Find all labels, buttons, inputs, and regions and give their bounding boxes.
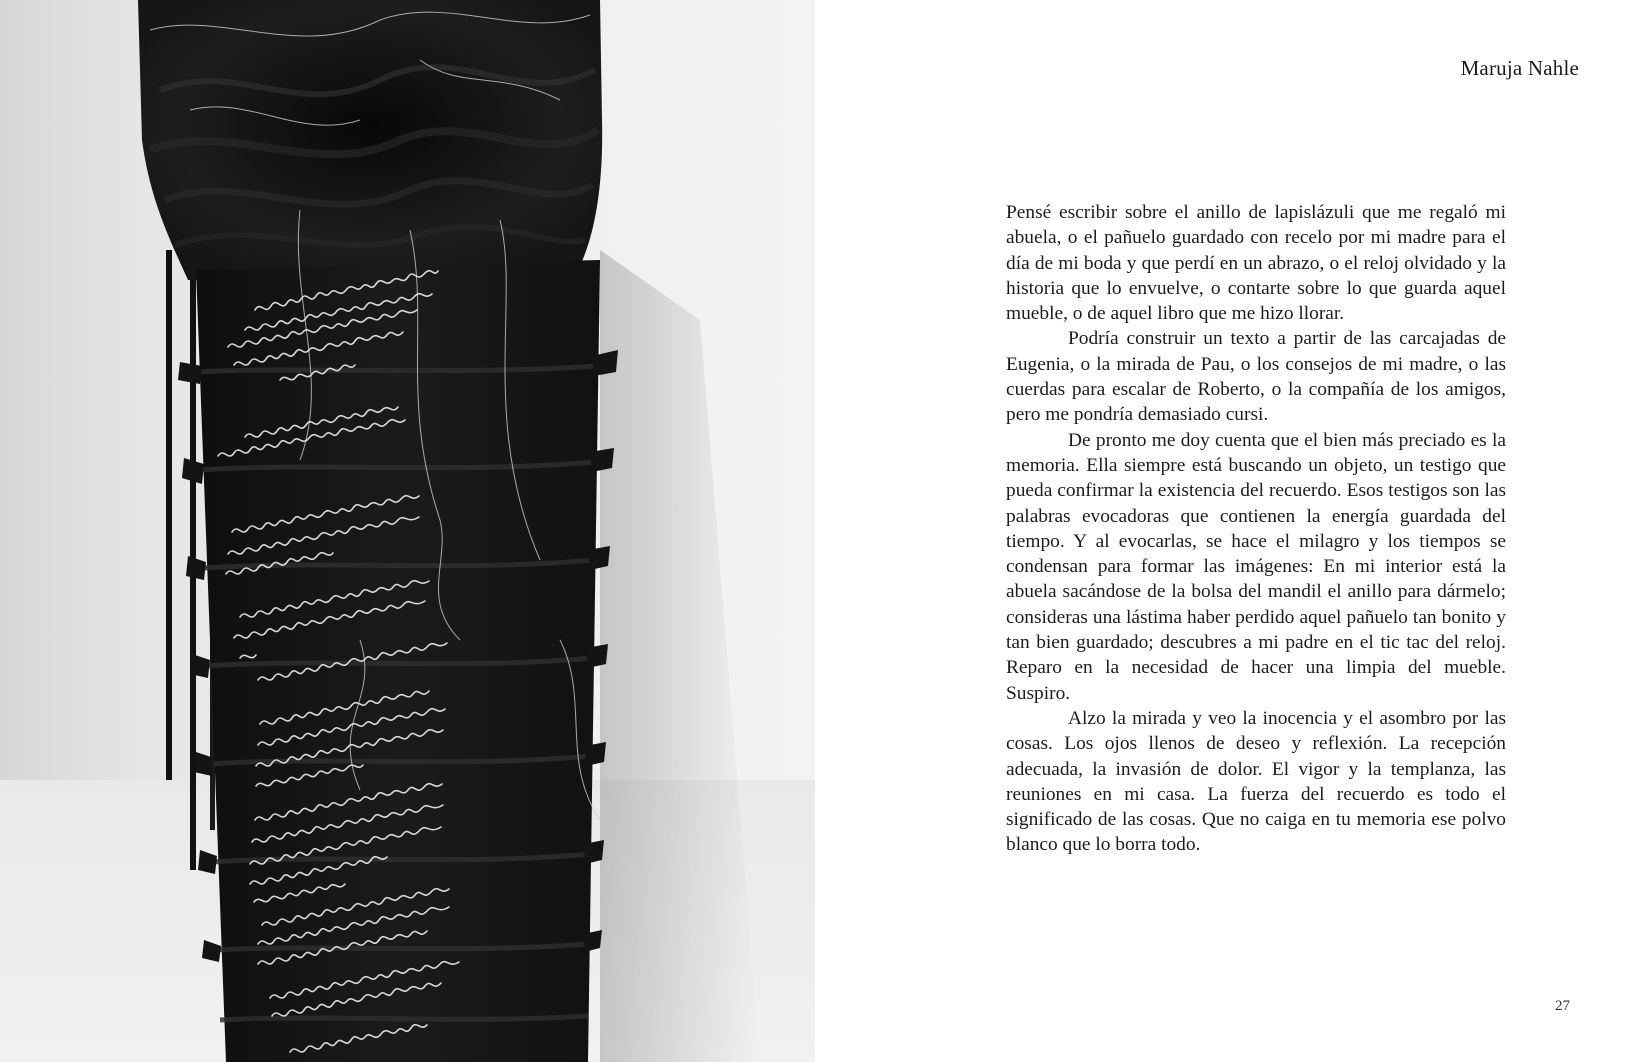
- paragraph-3: De pronto me doy cuenta que el bien más preciado es la memoria. Ella siempre está buscando un objeto, un testigo que pueda confirmar la existencia del recuerdo. Esos testigos son las palabras evocadoras que contienen la energía guardada del tiempo. Y al evocarlas, se hace el milagro y los tiempos se condensan para formar las imágenes: En mi interior está la abuela sacándose de la bolsa del mandil el anillo para dármelo; consideras una lástima haber perdido aquel pañuelo tan bonito y tan bien guardado; descubres a mi padre en el tic tac del reloj. Reparo en la necesidad de hacer una limpia del mueble. Suspiro.: [1006, 429, 1506, 704]
- paragraph-2: Podría construir un texto a partir de las carcajadas de Eugenia, o la mirada de Pau, o los consejos de mi madre, o las cuerdas para escalar de Roberto, o la compañía de los amigos, pero me pondría demasiado cursi.: [1006, 328, 1506, 426]
- paragraph-4: Alzo la mirada y veo la inocencia y el asombro por las cosas. Los ojos llenos de deseo y reflexión. La recepción adecuada, la invasión de dolor. El vigor y la templanza, las reuniones en mi casa. La fuerza del recuerdo es todo el significado de las cosas. Que no caiga en tu memoria ese polvo blanco que lo borra todo.: [1006, 707, 1506, 856]
- paragraph-1: Pensé escribir sobre el anillo de lapislázuli que me regaló mi abuela, o el pañuelo guardado con recelo por mi madre para el día de mi boda y que perdí en un abrazo, o el reloj olvidado y la historia que lo envuelve, o contarte sobre lo que guarda aquel mueble, o de aquel libro que me hizo llorar.: [1006, 202, 1506, 325]
- author-name: Maruja Nahle: [1460, 56, 1579, 80]
- text-page: [815, 0, 1630, 1062]
- body-text: [1006, 200, 1506, 858]
- page-number: 27: [1555, 998, 1570, 1014]
